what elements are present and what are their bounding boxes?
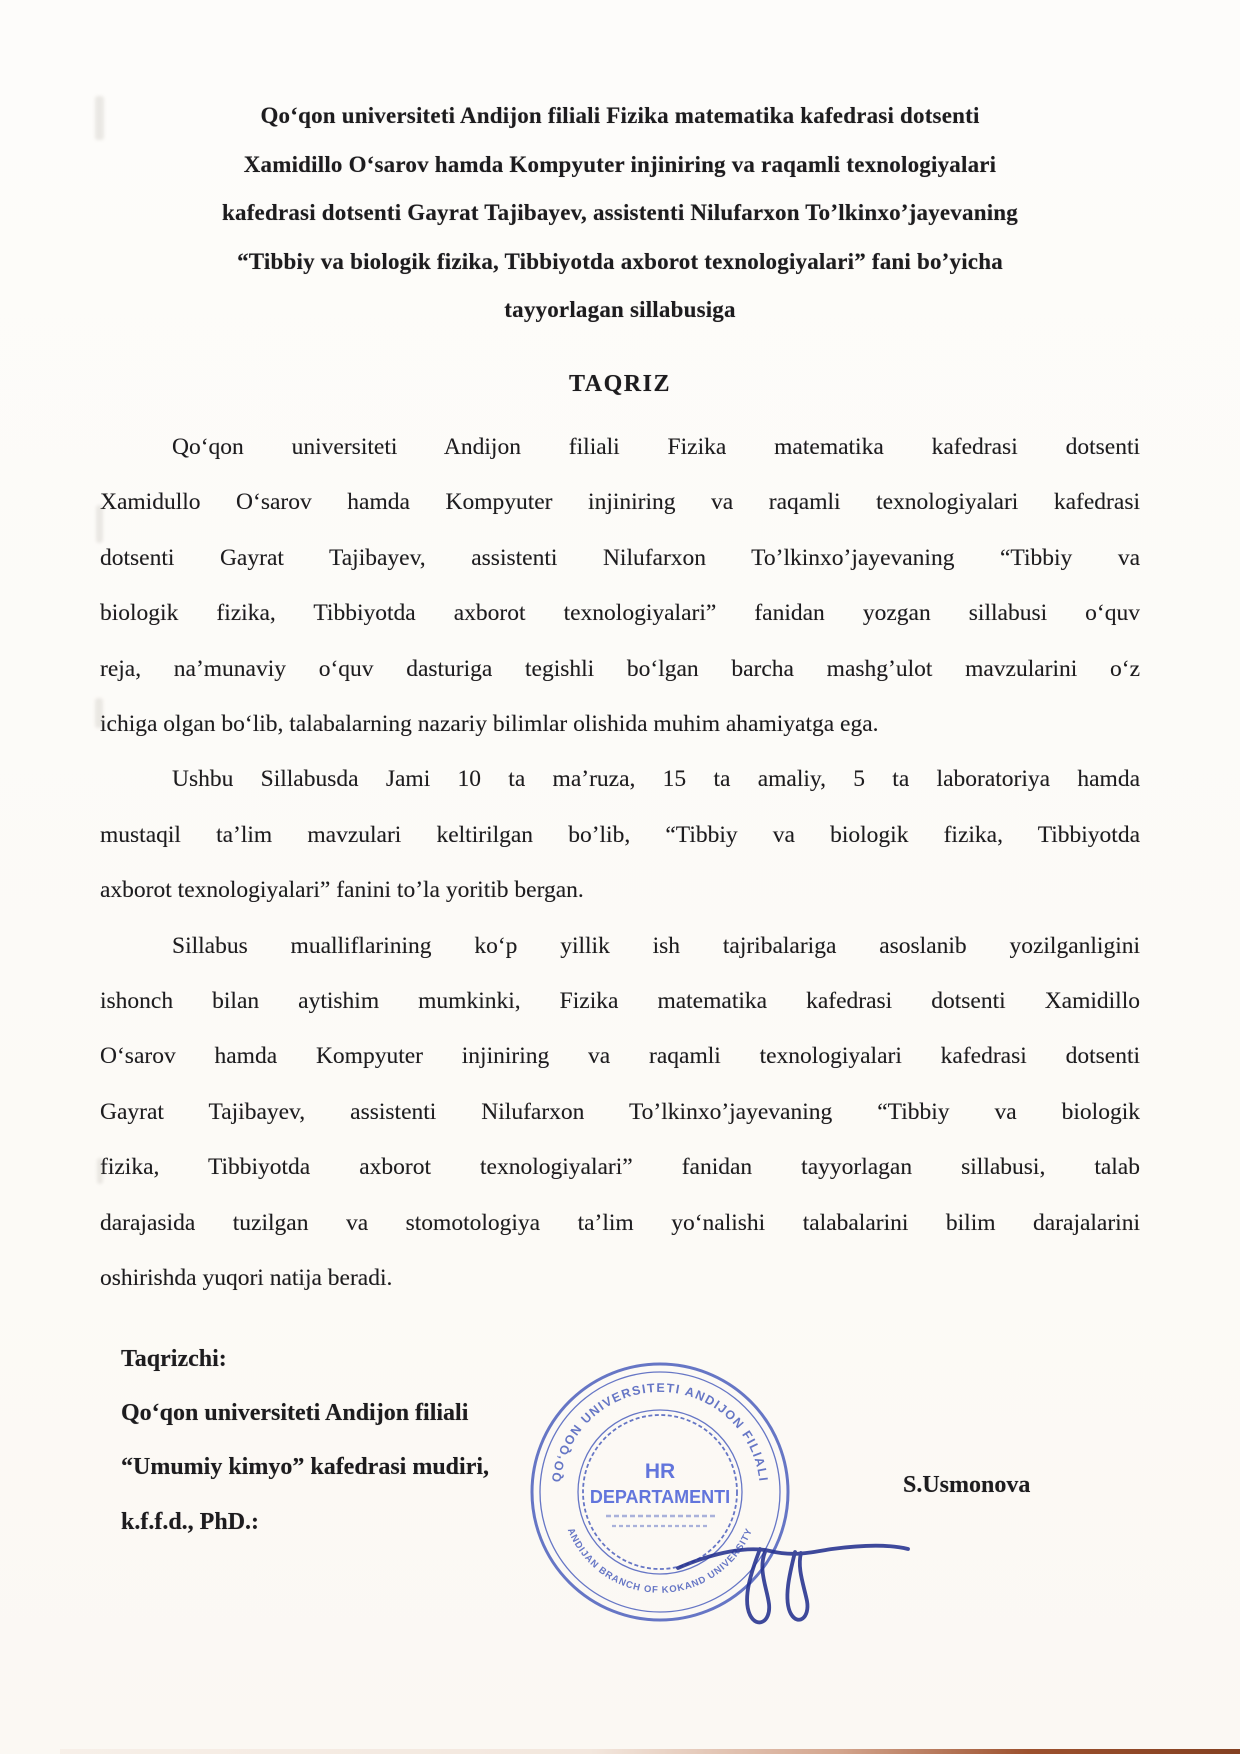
body-line: O‘sarov hamda Kompyuter injiniring va raqamli texnologiyalari kafedrasi dotsenti	[100, 1043, 1140, 1070]
body-line: oshirishda yuqori natija beradi.	[100, 1265, 393, 1292]
reviewer-org: Qo‘qon universiteti Andijon filiali	[121, 1400, 469, 1427]
reviewer-label: Taqrizchi:	[121, 1346, 227, 1372]
university-seal-stamp	[520, 1352, 800, 1632]
scan-artifact-bottom-edge	[60, 1749, 1240, 1754]
scan-smudge	[96, 505, 103, 543]
scan-smudge	[95, 698, 103, 728]
heading-line: tayyorlagan sillabusiga	[504, 297, 736, 322]
body-line: darajasida tuzilgan va stomotologiya ta’lim yo‘nalishi talabalarini bilim darajalarini	[100, 1209, 1140, 1236]
seal-center-line1: HR	[644, 1460, 676, 1483]
heading-line: Xamidillo O‘sarov hamda Kompyuter injiniring va raqamli texnologiyalari	[243, 151, 997, 177]
heading-line: Qo‘qon universiteti Andijon filiali Fizika matematika kafedrasi dotsenti	[260, 103, 980, 128]
body-line: Xamidullo O‘sarov hamda Kompyuter injiniring va raqamli texnologiyalari kafedrasi	[100, 489, 1140, 516]
review-title: TAQRIZ	[569, 371, 671, 397]
body-line: ishonch bilan aytishim mumkinki, Fizika matematika kafedrasi dotsenti Xamidillo	[100, 988, 1140, 1015]
body-line: Ushbu Sillabusda Jami 10 ta ma’ruza, 15 ta amaliy, 5 ta laboratoriya hamda	[172, 766, 1140, 793]
reviewer-department: “Umumiy kimyo” kafedrasi mudiri,	[121, 1454, 490, 1481]
heading-line: kafedrasi dotsenti Gayrat Tajibayev, assistenti Nilufarxon To’lkinxo’jayevaning	[222, 200, 1018, 225]
paragraph	[100, 919, 1140, 1307]
body-line: mustaqil ta’lim mavzulari keltirilgan bo’lib, “Tibbiy va biologik fizika, Tibbiyotda	[100, 821, 1140, 848]
body-line: biologik fizika, Tibbiyotda axborot texnologiyalari” fanidan yozgan sillabusi o‘quv	[100, 600, 1140, 627]
scan-smudge	[95, 96, 104, 140]
body-line: reja, na’munaviy o‘quv dasturiga tegishli bo‘lgan barcha mashg’ulot mavzularini o‘z	[100, 655, 1140, 682]
paragraph	[100, 752, 1140, 918]
seal-ring-top-text: QO‘QON UNIVERSITETI ANDIJON FILIALI	[549, 1380, 771, 1484]
reviewer-name: S.Usmonova	[903, 1472, 1031, 1498]
body-line: dotsenti Gayrat Tajibayev, assistenti Nilufarxon To’lkinxo’jayevaning “Tibbiy va	[100, 544, 1140, 571]
document-body	[100, 420, 1140, 1307]
body-line: axborot texnologiyalari” fanini to’la yoritib bergan.	[100, 877, 584, 904]
scan-smudge	[97, 1158, 103, 1184]
seal-microtext-lines	[606, 1516, 716, 1526]
svg-text:ANDIJAN BRANCH OF KOKAND UNIVE	[565, 1526, 755, 1595]
body-line: ichiga olgan bo‘lib, talabalarning nazariy bilimlar olishida muhim ahamiyatga ega.	[100, 711, 879, 738]
reviewer-block	[121, 1332, 489, 1549]
body-line: Sillabus mualliflarining ko‘p yillik ish tajribalariga asoslanib yozilganligini	[172, 932, 1140, 959]
seal-center-line2: DEPARTAMENTI	[589, 1487, 731, 1507]
body-line: Qo‘qon universiteti Andijon filiali Fizika matematika kafedrasi dotsenti	[172, 434, 1140, 460]
reviewer-degree: k.f.f.d., PhD.:	[121, 1508, 260, 1535]
document-heading	[86, 92, 1154, 335]
body-line: Gayrat Tajibayev, assistenti Nilufarxon To’lkinxo’jayevaning “Tibbiy va biologik	[100, 1098, 1140, 1125]
heading-line: “Tibbiy va biologik fizika, Tibbiyotda axborot texnologiyalari” fani bo’yicha	[237, 248, 1003, 274]
paragraph	[100, 420, 1140, 752]
seal-ring-bottom-text: ANDIJAN BRANCH OF KOKAND UNIVERSITY	[564, 1526, 756, 1596]
body-line: fizika, Tibbiyotda axborot texnologiyalari” fanidan tayyorlagan sillabusi, talab	[100, 1154, 1140, 1181]
